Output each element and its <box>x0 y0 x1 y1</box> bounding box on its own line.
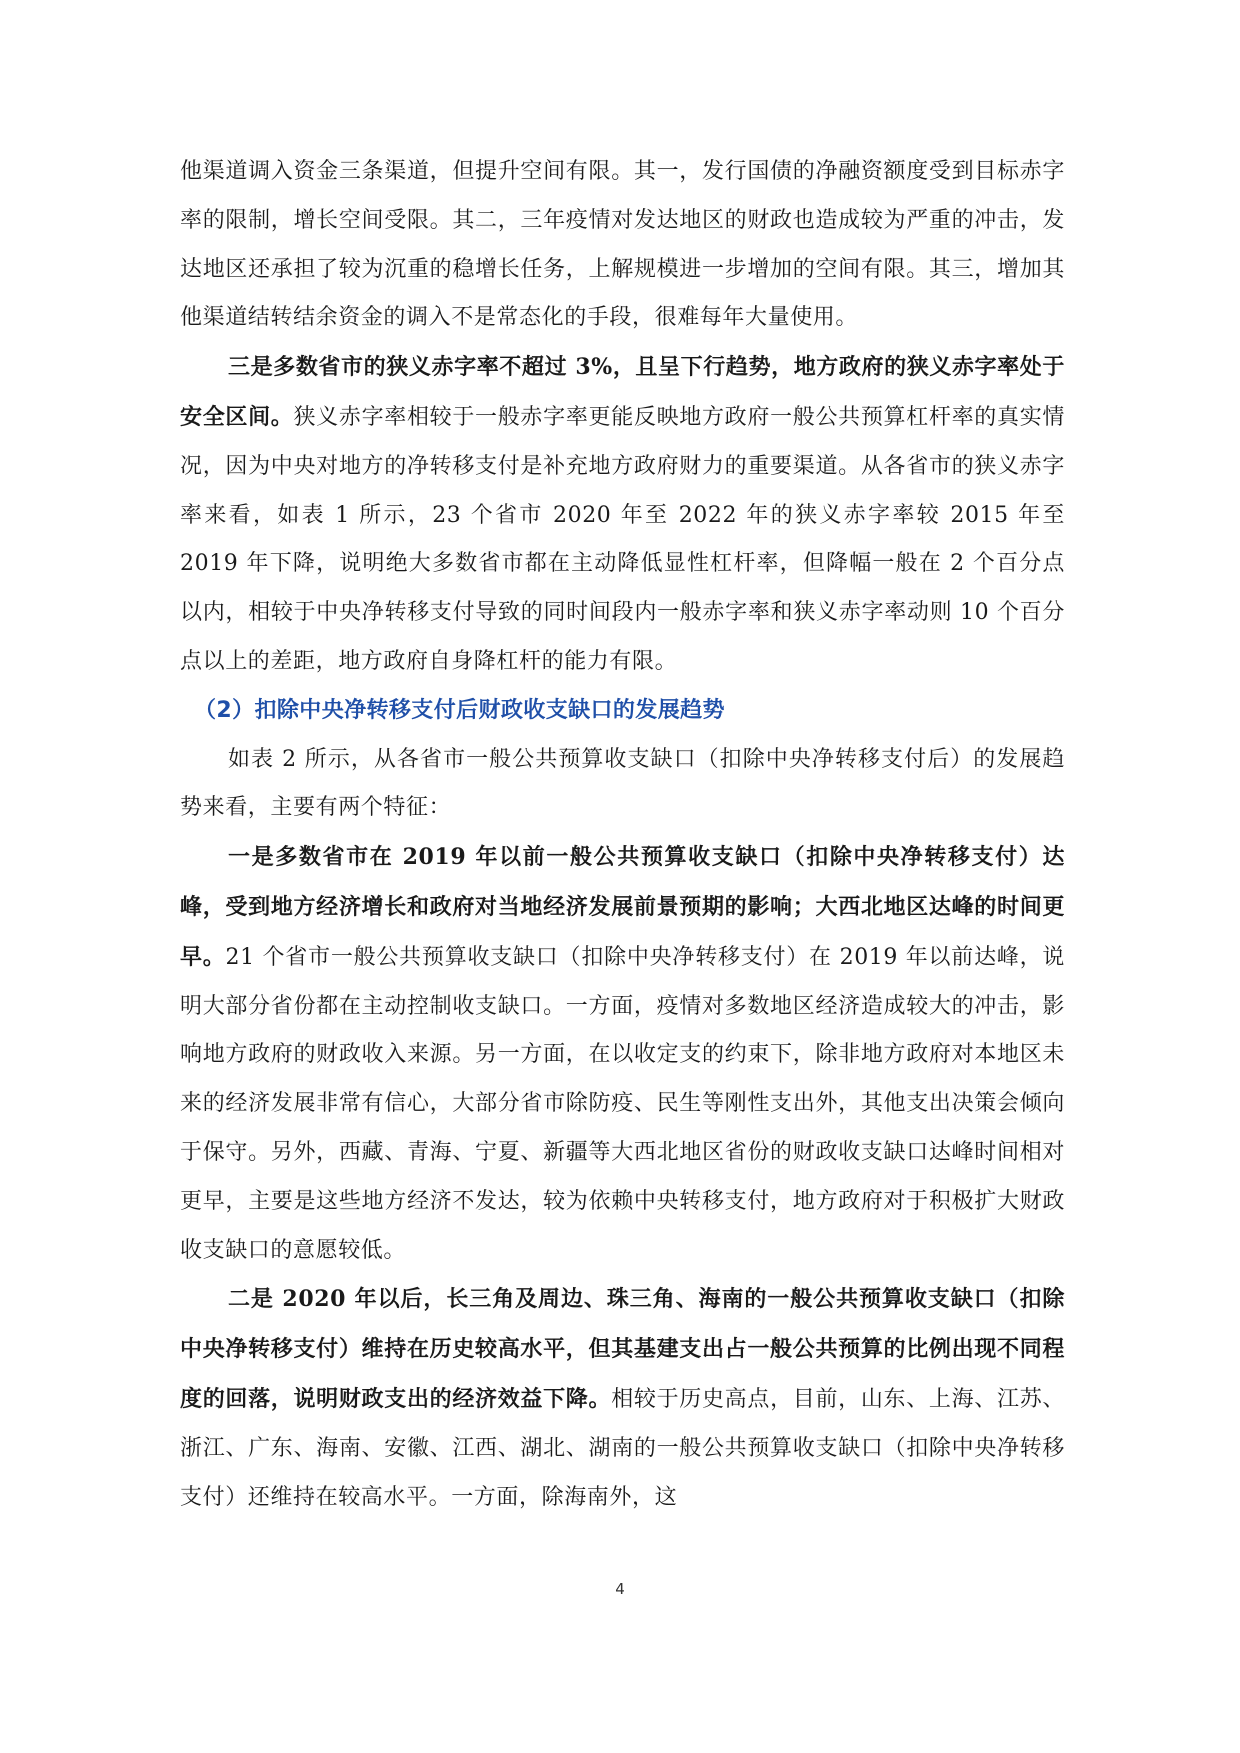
paragraph-feature-two <box>180 1275 1065 1522</box>
paragraph-feature-one <box>180 833 1065 1275</box>
paragraph-text: 相较于历史高点，目前，山东、上海、江苏、浙江、广东、海南、安徽、江西、湖北、湖南的一般公共预算收支缺口（扣除中央净转移支付）还维持在较高水平。一方面，除海南外，这 <box>180 1386 1065 1510</box>
paragraph-text: 如表 2 所示，从各省市一般公共预算收支缺口（扣除中央净转移支付后）的发展趋势来看，主要有两个特征： <box>180 746 1065 821</box>
paragraph-fiscal-channels <box>180 148 1065 343</box>
paragraph-lead-bold: 二是 2020 年以后，长三角及周边、珠三角、海南的一般公共预算收支缺口（扣除中央净转移支付）维持在历史较高水平，但其基建支出占一般公共预算的比例出现不同程度的回落，说明财政支出的经济效益下降。 <box>180 1286 1065 1412</box>
paragraph-intro-table2 <box>180 736 1065 834</box>
page-number: 4 <box>615 1580 625 1598</box>
paragraph-text: 他渠道调入资金三条渠道，但提升空间有限。其一，发行国债的净融资额度受到目标赤字率的限制，增长空间受限。其二，三年疫情对发达地区的财政也造成较为严重的冲击，发达地区还承担了较为沉重的稳增长任务，上解规模进一步增加的空间有限。其三，增加其他渠道结转结余资金的调入不是常态化的手段，很难每年大量使用。 <box>180 159 1065 331</box>
page-body <box>180 148 1065 1522</box>
paragraph-narrow-deficit-rate <box>180 343 1065 687</box>
section-heading: （2）扣除中央净转移支付后财政收支缺口的发展趋势 <box>194 697 725 723</box>
paragraph-lead-bold: 一是多数省市在 2019 年以前一般公共预算收支缺口（扣除中央净转移支付）达峰，受到地方经济增长和政府对当地经济发展前景预期的影响；大西北地区达峰的时间更早。 <box>180 844 1065 970</box>
paragraph-text: 狭义赤字率相较于一般赤字率更能反映地方政府一般公共预算杠杆率的真实情况，因为中央对地方的净转移支付是补充地方政府财力的重要渠道。从各省市的狭义赤字率来看，如表 1 所示，23 个省市 2020 年至 2022 年的狭义赤字率较 2015 年至 2019 年下降，说明绝大多数省市都在主动降低显性杠杆率，但降幅一般在 2 个百分点以内，相较于中央净转移支付导致的同时间段内一般赤字率和狭义赤字率动则 10 个百分点以上的差距，地方政府自身降杠杆的能力有限。 <box>180 404 1065 674</box>
paragraph-text: 21 个省市一般公共预算收支缺口（扣除中央净转移支付）在 2019 年以前达峰，说明大部分省份都在主动控制收支缺口。一方面，疫情对多数地区经济造成较大的冲击，影响地方政府的财政收入来源。另一方面，在以收定支的约束下，除非地方政府对本地区未来的经济发展非常有信心，大部分省市除防疫、民生等刚性支出外，其他支出决策会倾向于保守。另外，西藏、青海、宁夏、新疆等大西北地区省份的财政收支缺口达峰时间相对更早，主要是这些地方经济不发达，较为依赖中央转移支付，地方政府对于积极扩大财政收支缺口的意愿较低。 <box>180 944 1065 1263</box>
paragraph-lead-bold: 三是多数省市的狭义赤字率不超过 3%，且呈下行趋势，地方政府的狭义赤字率处于安全区间。 <box>180 354 1065 430</box>
